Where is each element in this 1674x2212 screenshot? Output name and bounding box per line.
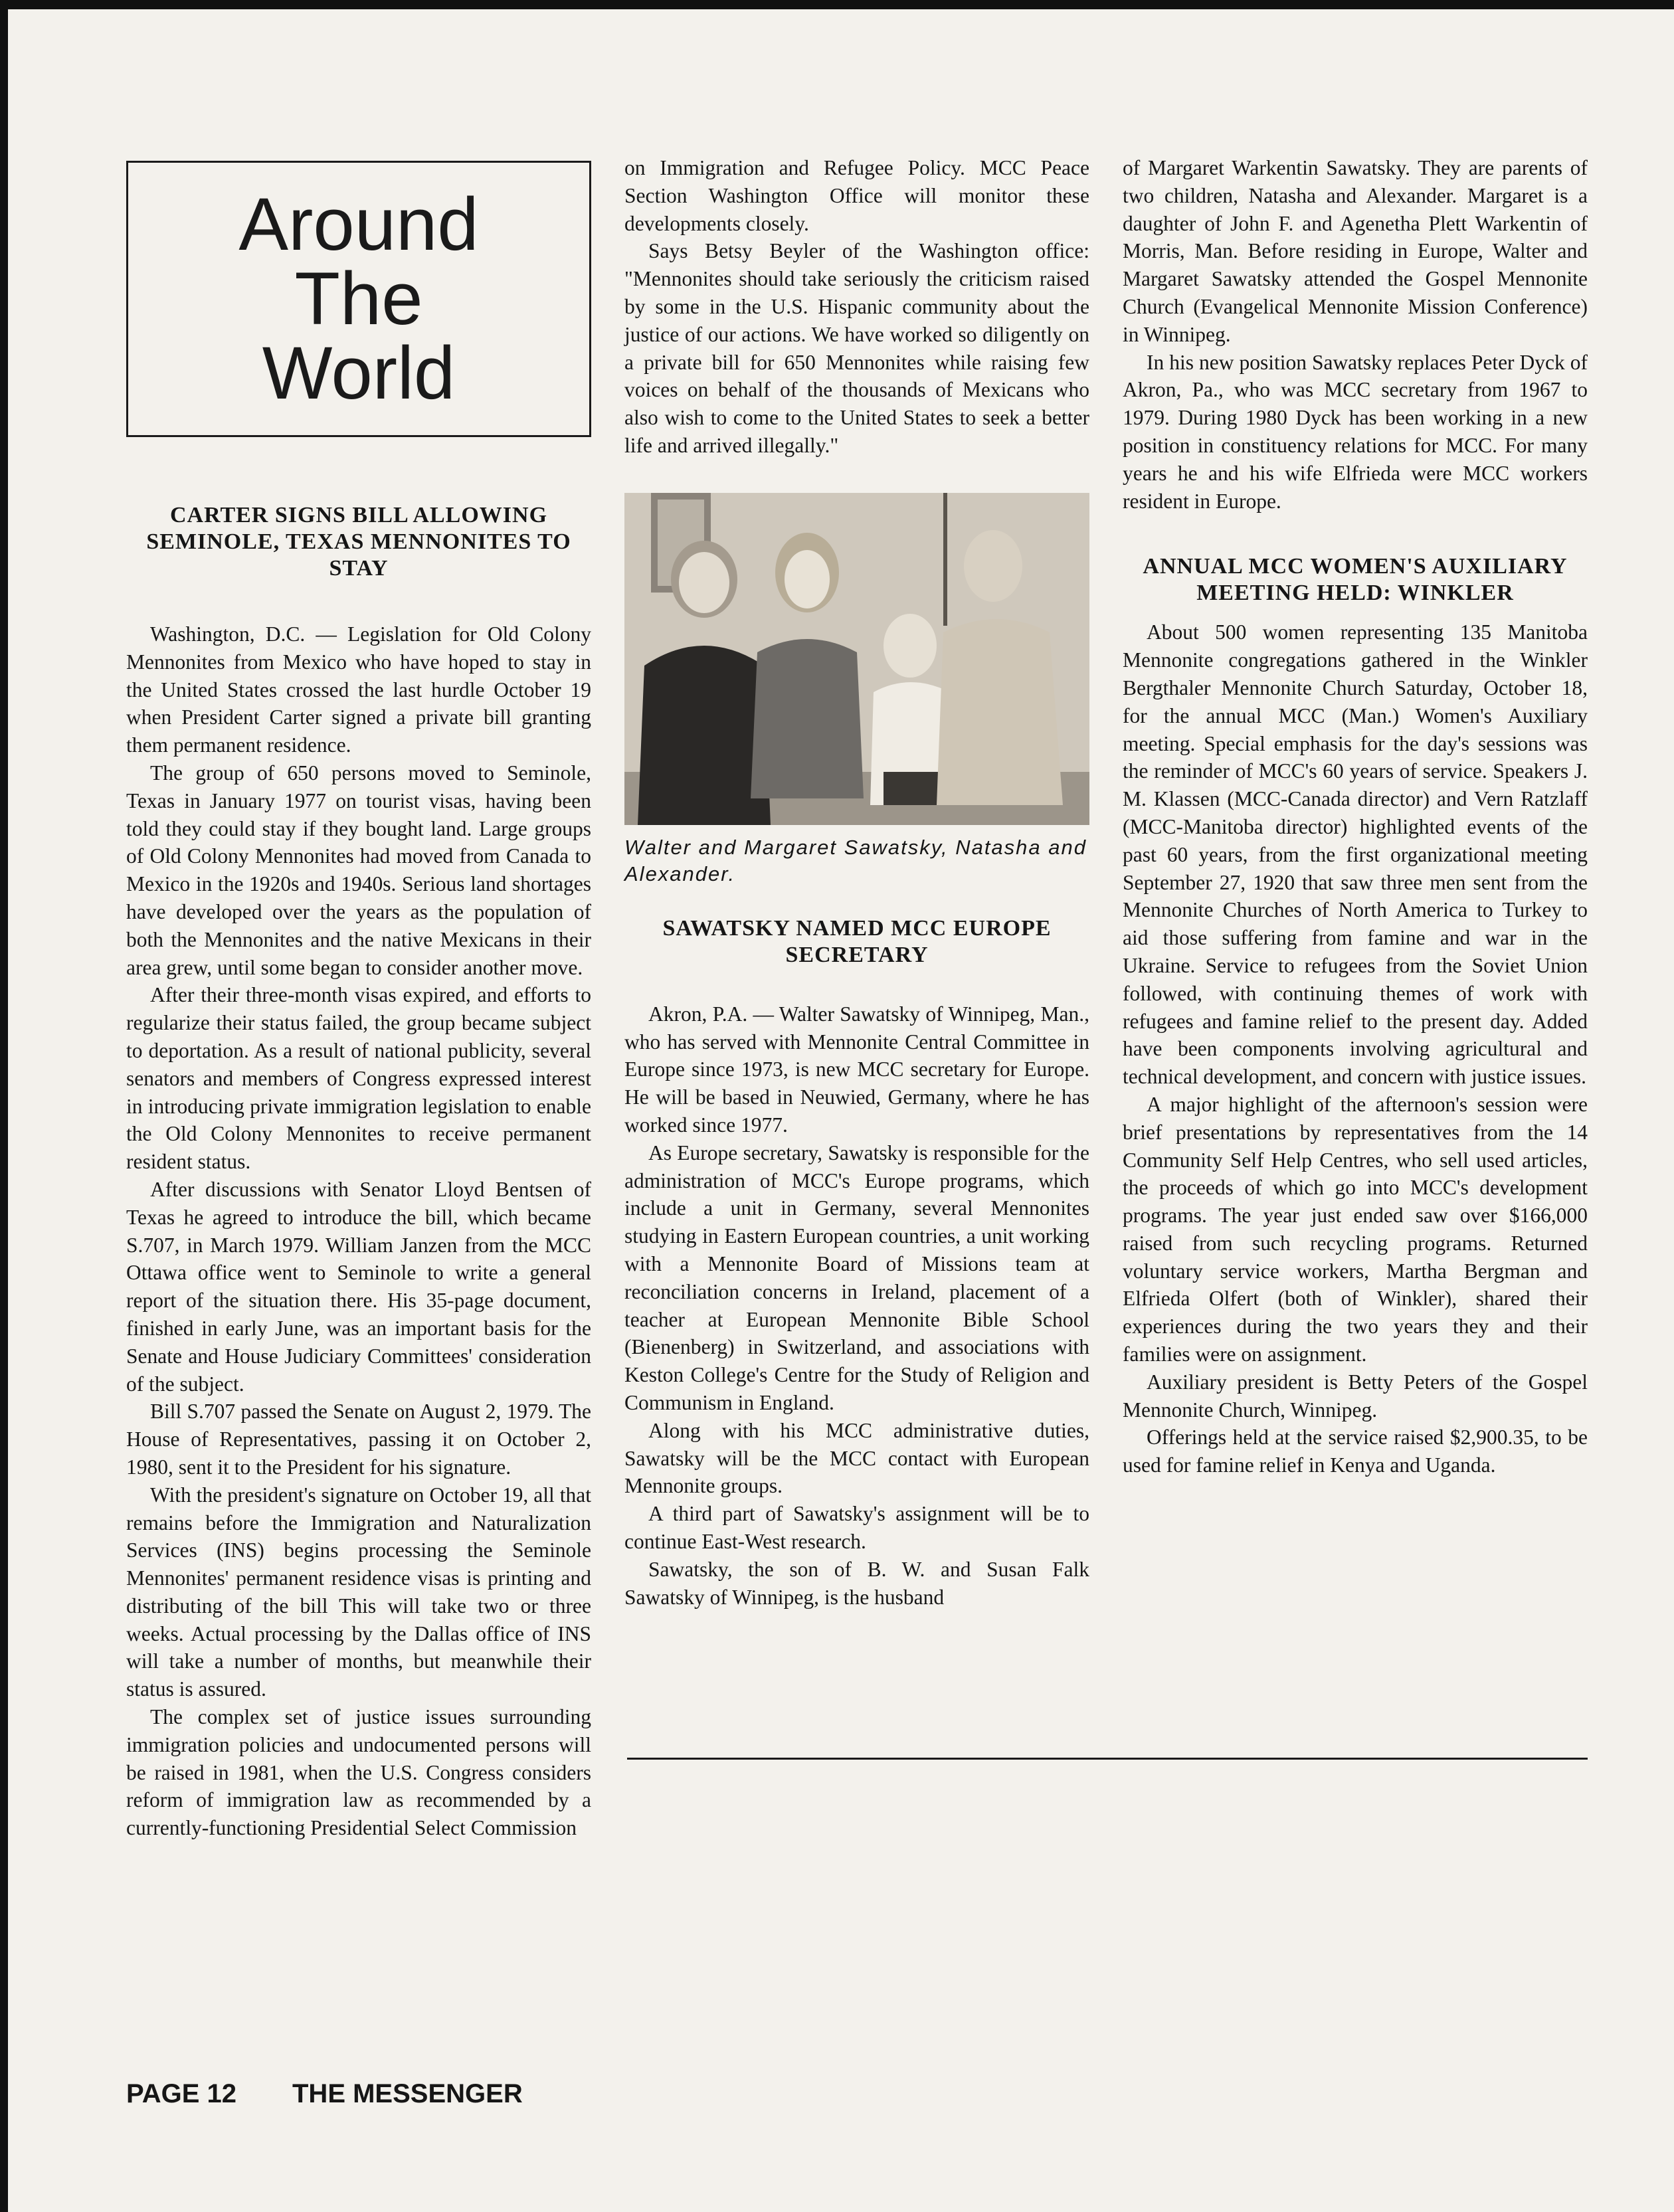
article-1-headline: CARTER SIGNS BILL ALLOWING SEMINOLE, TEXAS MENNONITES TO STAY (146, 503, 571, 581)
section-title-line-2: The (294, 257, 423, 340)
column-1 (126, 154, 591, 1842)
article-1-paragraph: With the president's signature on October 19, all that remains before the Immigration and Naturalization Services (INS) begins processing the Seminole Mennonites' permanent residence visas is printing and distributing of the bill This will take two or three weeks. Actual processing by the Dallas office of INS will take a number of months, but meanwhile their status is assured. (126, 1483, 591, 1701)
article-1-paragraph: The complex set of justice issues surrounding immigration policies and undocumented persons will be raised in 1981, when the U.S. Congress considers reform of immigration law as recommended by a currently-functioning Presidential Select Commission (126, 1705, 591, 1840)
article-1-paragraph: After discussions with Senator Lloyd Bentsen of Texas he agreed to introduce the bill, which became S.707, in March 1979. William Janzen from the MCC Ottawa office went to Seminole to write a general report of the situation there. His 35-page document, finished in early June, was an important basis for the Senate and House Judiciary Committees' consideration of the subject. (126, 1177, 591, 1396)
page-footer (126, 2079, 591, 2109)
family-photo (624, 493, 1089, 825)
article-end-rule (627, 1758, 1588, 1760)
article-1-paragraph: After their three-month visas expired, and efforts to regularize their status failed, the group became subject to deportation. As a result of national publicity, several senators and members of Congress expressed interest in introducing private immigration legislation to enable the Old Colony Mennonites to receive permanent resident status. (126, 983, 591, 1174)
article-2-headline: SAWATSKY NAMED MCC EUROPE SECRETARY (662, 915, 1052, 967)
article-3-headline: ANNUAL MCC WOMEN'S AUXILIARY MEETING HELD: WINKLER (1143, 554, 1568, 606)
page-edge-top (0, 0, 1674, 9)
column-3 (1123, 154, 1588, 1479)
section-title-line-1: Around (238, 183, 479, 266)
page-number: PAGE 12 (126, 2079, 236, 2108)
article-2-paragraph: Sawatsky, the son of B. W. and Susan Falk Sawatsky of Winnipeg, is the husband (624, 1557, 1089, 1609)
article-3-paragraph: A major highlight of the afternoon's session were brief presentations by representatives from the 14 Community Self Help Centres, who sell used articles, the proceeds of which go into MCC's development programs. The year just ended saw over $166,000 raised from such recycling programs. Returned voluntary service workers, Martha Bergman and Elfrieda Olfert (both of Winkler), shared their experiences during the two years they and their families were on assignment. (1123, 1092, 1588, 1366)
page-edge-left (0, 0, 8, 2212)
photo-caption: Walter and Margaret Sawatsky, Natasha and Alexander. (624, 835, 1087, 885)
article-1-paragraph: The group of 650 persons moved to Seminole, Texas in January 1977 on tourist visas, having been told they could stay if they bought land. Large groups of Old Colony Mennonites had moved from Canada to Mexico in the 1920s and 1940s. Serious land shortages have developed over the years as the population of both the Mennonites and the native Mexicans in their area grew, until some began to consider another move. (126, 761, 591, 979)
article-1-paragraph: Bill S.707 passed the Senate on August 2, 1979. The House of Representatives, passing it on October 2, 1980, sent it to the President for his signature. (126, 1400, 591, 1479)
article-1-paragraph: Says Betsy Beyler of the Washington office: "Mennonites should take seriously the criticism raised by some in the U.S. Hispanic community about the justice of our actions. We have worked so diligently on a private bill for 650 Mennonites while raising few voices on behalf of the thousands of Mexicans who also wish to come to the United States to seek a better life and arrived illegally." (624, 239, 1089, 457)
article-3-paragraph: Offerings held at the service raised $2,900.35, to be used for famine relief in Kenya and Uganda. (1123, 1426, 1588, 1477)
article-2-paragraph-continued: of Margaret Warkentin Sawatsky. They are parents of two children, Natasha and Alexander. Margaret is a daughter of John F. and Agenetha Plett Warkentin of Morris, Man. Before residing in Europe, Walter and Margaret Sawatsky attended the Gospel Mennonite Church (Evangelical Mennonite Mission Conference) in Winnipeg. (1123, 156, 1588, 346)
article-2-paragraph: In his new position Sawatsky replaces Peter Dyck of Akron, Pa., who was MCC secretary from 1967 to 1979. During 1980 Dyck has been working in a new position in constituency relations for MCC. For many years he and his wife Elfrieda were MCC workers resident in Europe. (1123, 350, 1588, 513)
section-title-box (126, 161, 591, 437)
family-photo-illustration (624, 493, 1089, 825)
article-1-paragraph-continued: on Immigration and Refugee Policy. MCC Peace Section Washington Office will monitor these developments closely. (624, 156, 1089, 235)
article-1-paragraph: Washington, D.C. — Legislation for Old Colony Mennonites from Mexico who have hoped to stay in the United States crossed the last hurdle October 19 when President Carter signed a private bill granting them permanent residence. (126, 622, 591, 757)
publication-name: THE MESSENGER (292, 2079, 523, 2108)
article-2-paragraph: As Europe secretary, Sawatsky is responsible for the administration of MCC's Europe programs, which include a unit in Germany, several Mennonites studying in Eastern European countries, a unit working with a Mennonite Board of Missions team at reconciliation concerns in Ireland, placement of a teacher at European Mennonite Bible School (Bienenberg) in Switzerland, and associations with Keston College's Centre for the Study of Religion and Communism in England. (624, 1141, 1089, 1414)
article-2-paragraph: Along with his MCC administrative duties, Sawatsky will be the MCC contact with European Mennonite groups. (624, 1418, 1089, 1498)
article-2-paragraph: Akron, P.A. — Walter Sawatsky of Winnipeg, Man., who has served with Mennonite Central Committee in Europe since 1973, is new MCC secretary for Europe. He will be based in Neuwied, Germany, where he has worked since 1977. (624, 1002, 1089, 1137)
article-2-paragraph: A third part of Sawatsky's assignment will be to continue East-West research. (624, 1502, 1089, 1553)
column-2 (624, 154, 1089, 1611)
article-3-paragraph: About 500 women representing 135 Manitoba Mennonite congregations gathered in the Winkler Bergthaler Mennonite Church Saturday, October 18, for the annual MCC (Man.) Women's Auxiliary meeting. Special emphasis for the day's sessions was the reminder of MCC's 60 years of service. Speakers J. M. Klassen (MCC-Canada director) and Vern Ratzlaff (MCC-Manitoba director) highlighted events of the past 60 years, from the first organizational meeting September 27, 1920 that saw three men sent from the Mennonite Churches of North America to Turkey to aid those suffering from famine and war in the Ukraine. Service to refugees from the Soviet Union followed, with continuing themes of work with refugees and famine relief to the present day. Added have been components involving agricultural and technical development, and concern with justice issues. (1123, 620, 1588, 1089)
article-3-paragraph: Auxiliary president is Betty Peters of the Gospel Mennonite Church, Winnipeg. (1123, 1370, 1588, 1422)
section-title-line-3: World (262, 331, 456, 415)
